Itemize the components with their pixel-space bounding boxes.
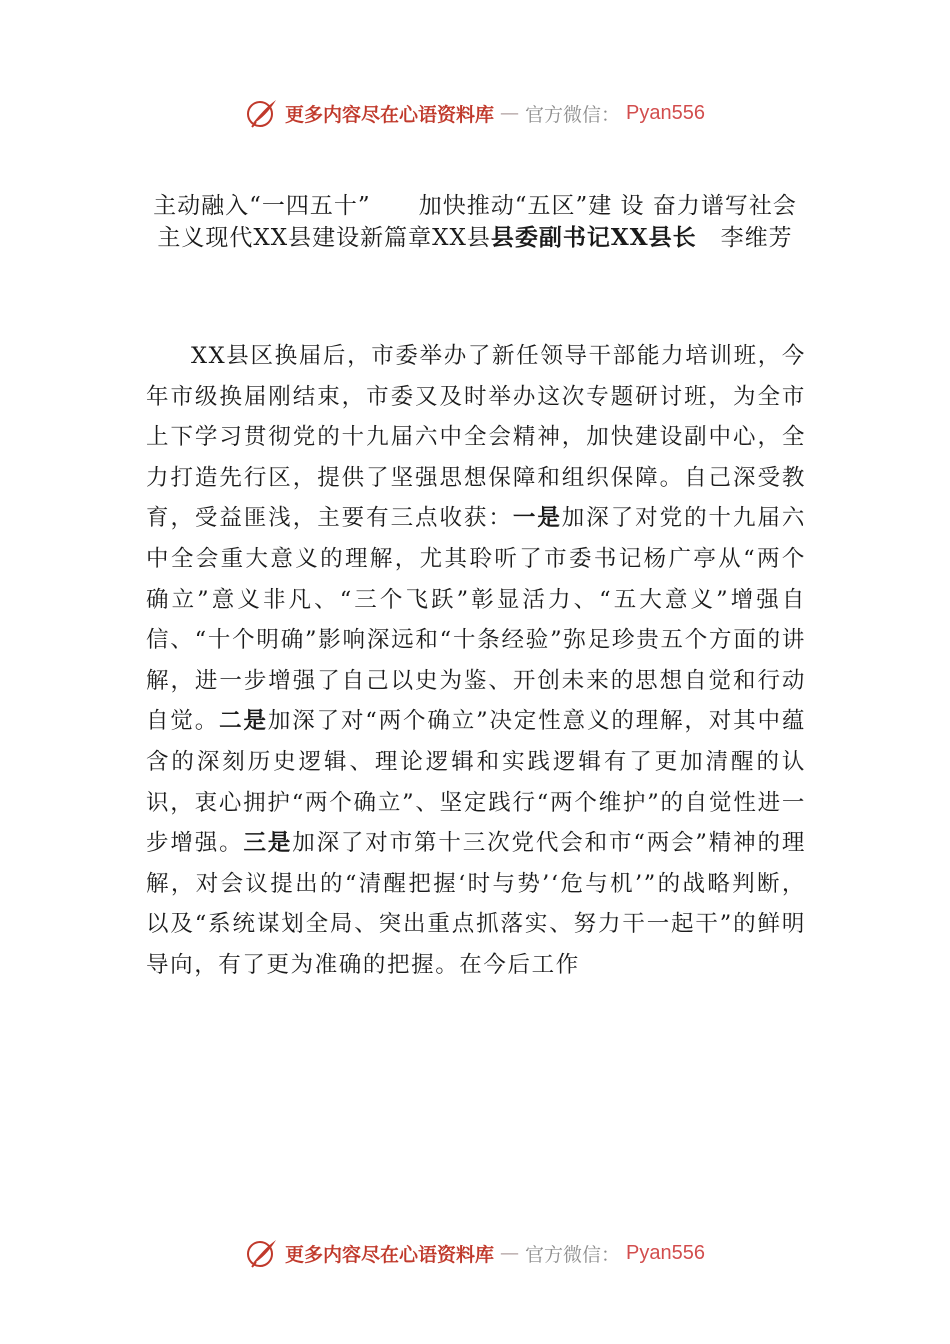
body-segment-3: 加深了对“两个确立”决定性意义的理解，对其中蕴含的深刻历史逻辑、理论逻辑和实践逻辑有了更加清醒的认识，衷心拥护“两个确立”、坚定践行“两个维护”的自觉性进一步增强。 xyxy=(146,708,806,857)
body-segment-2: 加深了对党的十九届六中全会重大意义的理解，尤其聆听了市委书记杨广亭从“两个确立”意义非凡、“三个飞跃”彰显活力、“五大意义”增强自信、“十个明确”影响深远和“十条经验”弥足珍贵五个方面的讲解，进一步增强了自己以史为鉴、开创未来的思想自觉和行动自觉。 xyxy=(146,505,806,735)
highlight-second-point: 二是 xyxy=(219,708,268,735)
body-segment-1: XX县区换届后，市委举办了新任领导干部能力培训班，今年市级换届刚结束，市委又及时举办这次专题研讨班，为全市上下学习贯彻党的十九届六中全会精神，加快建设副中心，全力打造先行区，提供了坚强思想保障和组织保障。自己深受教育，受益匪浅，主要有三点收获： xyxy=(146,343,806,532)
header-watermark xyxy=(0,96,950,130)
quill-pen-logo-icon xyxy=(245,96,279,130)
watermark-wechat-id: Pyan556 xyxy=(626,1241,705,1264)
watermark-site-text: 更多内容尽在心语资料库 xyxy=(285,1243,495,1266)
watermark-separator: — xyxy=(500,1242,520,1264)
footer-watermark xyxy=(0,1236,950,1270)
watermark-separator: — xyxy=(500,102,520,124)
title-author-name: 李维芳 xyxy=(696,225,793,251)
watermark-wechat-label: 官方微信： xyxy=(525,1243,621,1266)
document-title xyxy=(150,190,800,254)
title-author-position: 县委副书记XX县长 xyxy=(490,224,697,251)
watermark-wechat-id: Pyan556 xyxy=(626,101,705,124)
body-segment-4: 加深了对市第十三次党代会和市“两会”精神的理解，对会议提出的“清醒把握‘时与势’‘危与机’”的战略判断，以及“系统谋划全局、突出重点抓落实、努力干一起干”的鲜明导向，有了更为准确的把握。在今后工作 xyxy=(146,830,806,978)
title-main-text: 主动融入“一四五十” 加快推动“五区”建 设 奋力谱写社会主义现代XX县建设新篇章XX县 xyxy=(153,193,797,251)
quill-pen-logo-icon xyxy=(245,1236,279,1270)
highlight-first-point: 一是 xyxy=(512,505,562,532)
highlight-third-point: 三是 xyxy=(243,830,293,857)
watermark-site-text: 更多内容尽在心语资料库 xyxy=(285,103,495,126)
watermark-wechat-label: 官方微信： xyxy=(525,103,621,126)
body-paragraph xyxy=(146,336,806,986)
